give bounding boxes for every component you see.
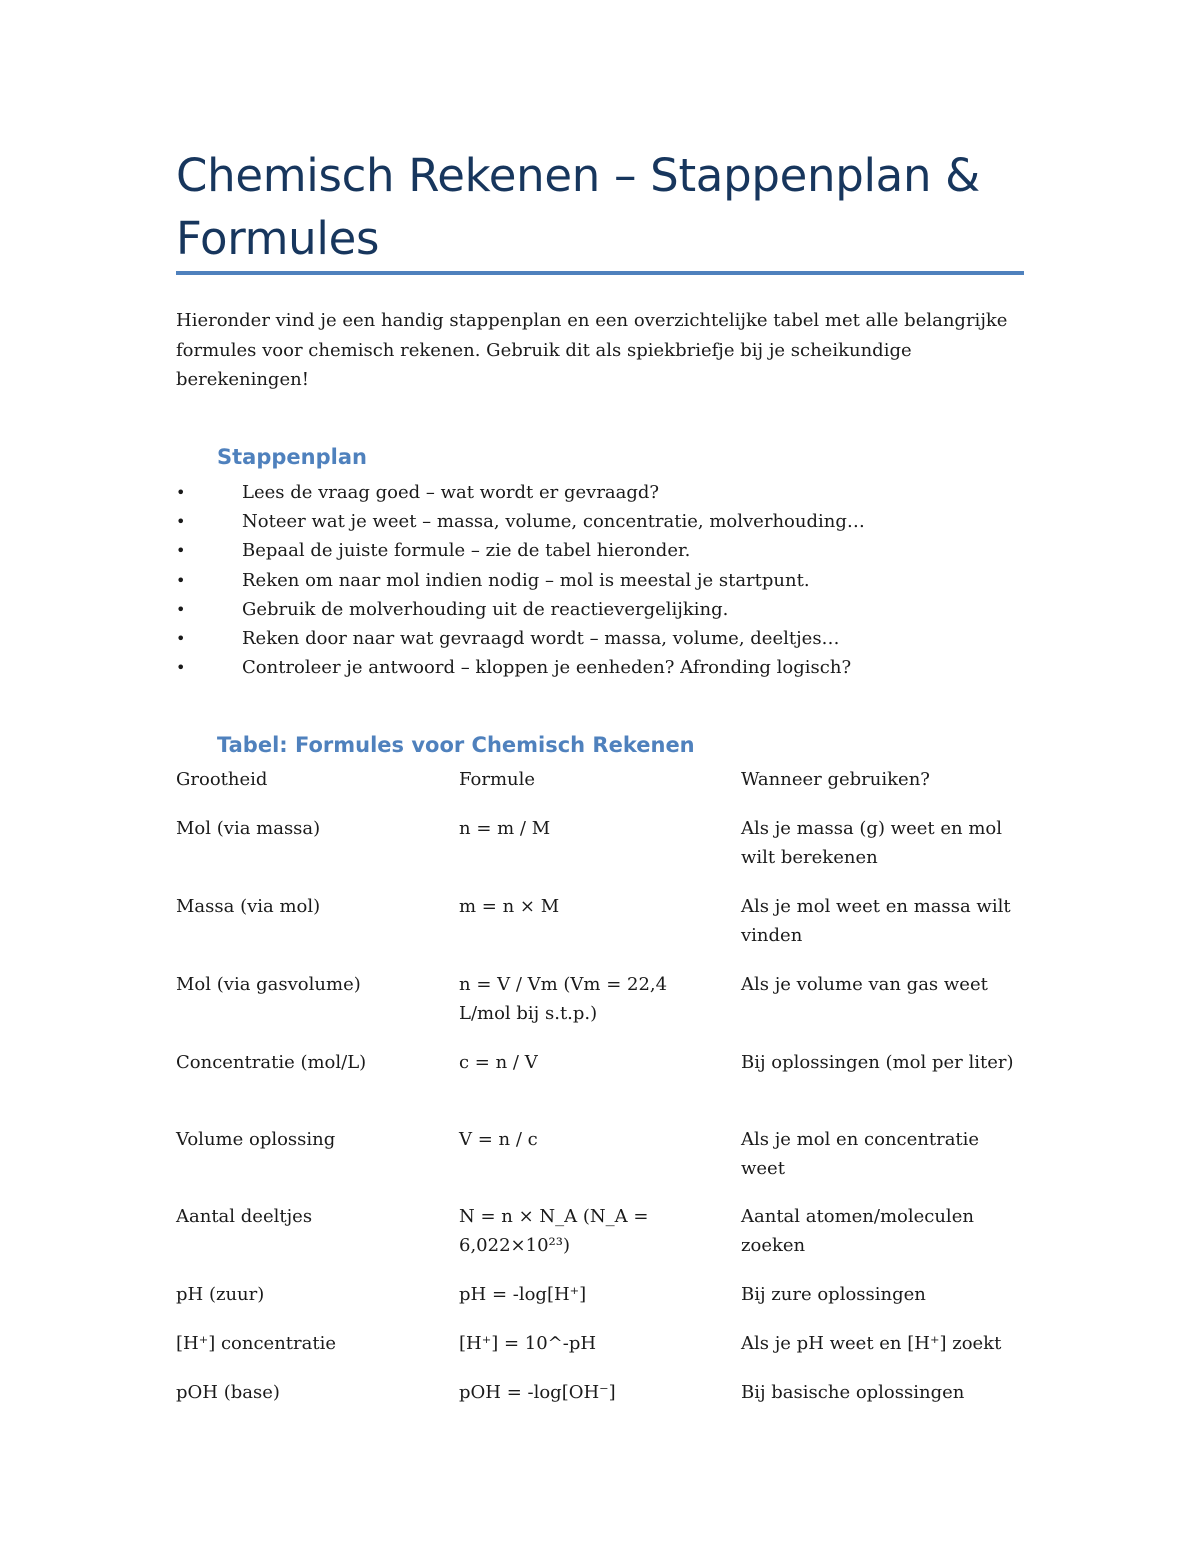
formula-cell: n = m / M xyxy=(459,818,551,839)
usage-cell: Aantal atomen/moleculen zoeken xyxy=(741,1206,974,1256)
usage-cell: Als je volume van gas weet xyxy=(741,974,988,995)
usage-cell: Als je mol en concentratie weet xyxy=(741,1129,980,1179)
formula-cell: c = n / V xyxy=(459,1052,538,1073)
steps-heading: Stappenplan xyxy=(217,445,367,469)
quantity-cell: Mol (via gasvolume) xyxy=(176,974,361,995)
usage-cell: Bij oplossingen (mol per liter) xyxy=(741,1052,1014,1073)
bullet-icon: • xyxy=(176,483,186,502)
quantity-cell: pH (zuur) xyxy=(176,1284,265,1305)
list-item xyxy=(176,507,1024,536)
step-text: Lees de vraag goed – wat wordt er gevraagd? xyxy=(242,482,660,503)
formula-table xyxy=(176,765,1024,1427)
table-row xyxy=(176,1048,1024,1125)
usage-cell: Als je massa (g) weet en mol wilt berekenen xyxy=(741,818,1002,868)
step-text: Bepaal de juiste formule – zie de tabel hieronder. xyxy=(242,540,691,562)
table-row xyxy=(176,814,1024,892)
bullet-icon: • xyxy=(176,599,186,619)
list-item xyxy=(176,624,1024,653)
step-text: Gebruik de molverhouding uit de reactievergelijking. xyxy=(242,598,729,620)
quantity-cell: Aantal deeltjes xyxy=(176,1206,313,1227)
list-item xyxy=(176,478,1024,507)
bullet-icon: • xyxy=(176,628,186,648)
list-item xyxy=(176,595,1024,624)
bullet-icon: • xyxy=(176,658,186,678)
column-header-quantity: Grootheid xyxy=(176,769,268,790)
bullet-icon: • xyxy=(176,541,186,561)
bullet-icon: • xyxy=(176,512,186,532)
steps-list xyxy=(176,478,1024,682)
table-row xyxy=(176,892,1024,970)
table-row xyxy=(176,970,1024,1048)
formula-cell: n = V / Vm (Vm = 22,4 L/mol bij s.t.p.) xyxy=(459,974,668,1024)
column-header-usage: Wanneer gebruiken? xyxy=(741,769,930,790)
title-underline xyxy=(176,271,1024,275)
intro-paragraph: Hieronder vind je een handig stappenplan en een overzichtelijke tabel met alle belangrijke formules voor chemisch rekenen. Gebruik dit als spiekbriefje bij je scheikundige berekeningen! xyxy=(176,310,1008,390)
formula-cell: pOH = -log[OH⁻] xyxy=(459,1382,616,1403)
quantity-cell: [H⁺] concentratie xyxy=(176,1333,337,1354)
table-row xyxy=(176,1125,1024,1202)
table-row xyxy=(176,1329,1024,1378)
usage-cell: Bij zure oplossingen xyxy=(741,1284,926,1305)
bullet-icon: • xyxy=(176,570,186,590)
usage-cell: Bij basische oplossingen xyxy=(741,1382,965,1403)
quantity-cell: pOH (base) xyxy=(176,1382,280,1403)
quantity-cell: Volume oplossing xyxy=(176,1129,336,1150)
formula-cell: [H⁺] = 10^-pH xyxy=(459,1333,597,1354)
formula-cell: m = n × M xyxy=(459,896,560,917)
table-header-row xyxy=(176,765,1024,814)
list-item xyxy=(176,536,1024,565)
step-text: Controleer je antwoord – kloppen je eenheden? Afronding logisch? xyxy=(242,657,852,679)
page-title: Chemisch Rekenen – Stappenplan & Formules xyxy=(176,149,980,265)
formula-cell: pH = -log[H⁺] xyxy=(459,1284,587,1305)
step-text: Reken om naar mol indien nodig – mol is meestal je startpunt. xyxy=(242,569,810,591)
step-text: Noteer wat je weet – massa, volume, concentratie, molverhouding… xyxy=(242,511,865,533)
usage-cell: Als je mol weet en massa wilt vinden xyxy=(741,896,1011,946)
table-row xyxy=(176,1280,1024,1329)
formula-cell: N = n × N_A (N_A = 6,022×10²³) xyxy=(459,1206,649,1256)
quantity-cell: Mol (via massa) xyxy=(176,818,321,839)
list-item xyxy=(176,653,1024,682)
table-row xyxy=(176,1202,1024,1280)
list-item xyxy=(176,566,1024,595)
usage-cell: Als je pH weet en [H⁺] zoekt xyxy=(741,1333,1002,1354)
quantity-cell: Concentratie (mol/L) xyxy=(176,1052,367,1073)
column-header-formula: Formule xyxy=(459,769,536,790)
quantity-cell: Massa (via mol) xyxy=(176,896,321,917)
table-heading: Tabel: Formules voor Chemisch Rekenen xyxy=(217,733,695,757)
table-row xyxy=(176,1378,1024,1427)
formula-cell: V = n / c xyxy=(459,1129,538,1150)
step-text: Reken door naar wat gevraagd wordt – massa, volume, deeltjes… xyxy=(242,627,840,649)
